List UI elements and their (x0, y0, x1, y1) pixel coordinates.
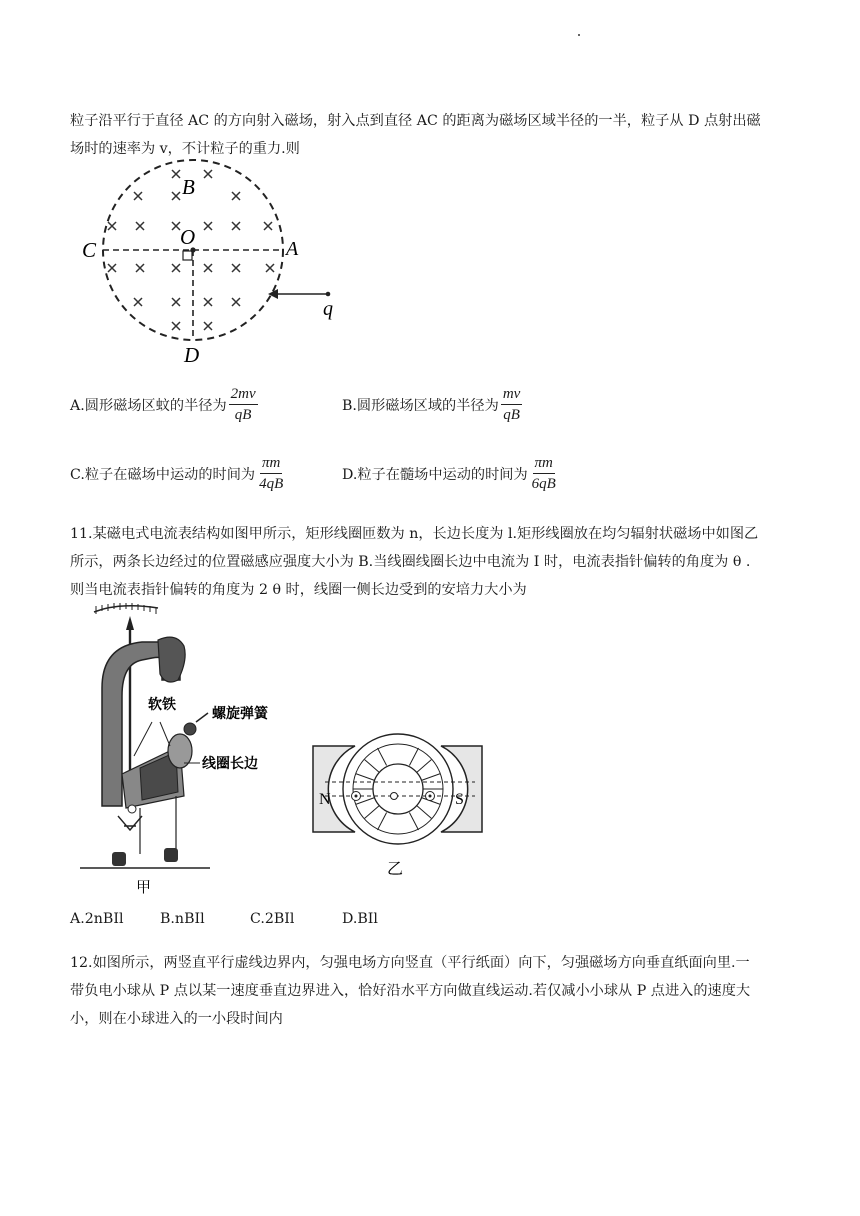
fraction-denominator: 4qB (259, 476, 284, 492)
q11-line-2: 所示，两条长边经过的位置磁感应强度大小为 B.当线圈线圈长边中电流为 I 时，电流表指针偏转的角度为 θ . (70, 554, 751, 571)
q10-option-d[interactable] (342, 453, 558, 494)
label-s: S (455, 791, 464, 808)
label-a: A (286, 238, 299, 260)
particle-q (326, 292, 331, 297)
current-out-dot (429, 795, 432, 798)
fraction-denominator: qB (503, 407, 520, 423)
label-c: C (82, 238, 97, 262)
axle-symbol (391, 793, 398, 800)
label-d: D (184, 343, 200, 367)
q11-option-b[interactable]: B.nBIl (160, 911, 205, 927)
terminal-right (164, 848, 178, 862)
label-coil-long-side: 线圈长边 (202, 757, 258, 772)
soft-iron-leader-1 (134, 722, 152, 756)
q11-option-c[interactable]: C.2BIl (250, 911, 295, 927)
right-angle-mark (183, 251, 192, 260)
q11-option-a[interactable]: A.2nBIl (70, 911, 124, 927)
fraction-denominator: qB (234, 407, 252, 423)
q12-line-2: 带负电小球从 P 点以某一速度垂直边界进入，恰好沿水平方向做直线运动.若仅减小小球从 P 点进入的速度大 (70, 983, 751, 1000)
galvanometer-structure-diagram (80, 596, 290, 896)
terminal-left (112, 852, 126, 866)
q10-option-b-text: B.圆形磁场区域的半径为 (342, 397, 499, 414)
q10-option-a[interactable] (70, 384, 258, 425)
q10-option-c[interactable] (70, 453, 285, 494)
q12-line-3: 小，则在小球进入的一小段时间内 (70, 1011, 283, 1028)
fraction-denominator: 6qB (531, 476, 556, 492)
q10-option-d-text: D.粒子在髓场中运动的时间为 (342, 466, 528, 483)
q10-option-b-fraction (501, 384, 523, 425)
q10-option-c-text: C.粒子在磁场中运动的时间为 (70, 466, 256, 483)
magnet-pole-top (158, 637, 185, 682)
q11-line-3: 则当电流表指针偏转的角度为 2 θ 时，线圈一侧长边受到的安培力大小为 (70, 582, 527, 599)
current-in-dot (355, 795, 358, 798)
scan-dot (578, 34, 580, 36)
label-spiral-spring: 螺旋弹簧 (212, 707, 268, 722)
soft-iron-leader-2 (160, 722, 170, 746)
q10-option-c-fraction (257, 453, 285, 494)
fraction-numerator: 2mv (229, 384, 258, 405)
spiral-spring (184, 723, 196, 735)
q10-option-a-fraction (229, 384, 258, 425)
intro-line-2: 场时的速率为 v，不计粒子的重力.则 (70, 141, 300, 158)
q12-line-1: 12.如图所示，两竖直平行虚线边界内，匀强电场方向竖直（平行纸面）向下，匀强磁场方向垂直纸面向里.一 (70, 955, 750, 972)
label-n: N (319, 791, 331, 808)
fraction-numerator: mv (501, 384, 523, 405)
q10-option-a-text: A.圆形磁场区蚊的半径为 (70, 397, 227, 414)
q10-option-d-fraction (530, 453, 558, 494)
q11-option-d[interactable]: D.BIl (342, 911, 378, 927)
pivot-support (118, 816, 142, 830)
fraction-numerator: πm (533, 453, 555, 474)
q10-option-b[interactable] (342, 384, 522, 425)
label-soft-iron: 软铁 (148, 698, 176, 713)
spring-leader-line (196, 713, 208, 722)
q11-line-1: 11.某磁电式电流表结构如图甲所示，矩形线圈匝数为 n，长边长度为 l.矩形线圈放在均匀辐射状磁场中如图乙 (70, 526, 759, 543)
caption-jia: 甲 (136, 880, 152, 896)
label-q: q (323, 298, 333, 320)
fraction-numerator: πm (260, 453, 282, 474)
caption-yi: 乙 (387, 861, 404, 878)
label-b: B (182, 175, 195, 199)
radial-field-diagram (305, 724, 500, 884)
intro-line-1: 粒子沿平行于直径 AC 的方向射入磁场，射入点到直径 AC 的距离为磁场区域半径的一半，粒子从 D 点射出磁 (70, 113, 761, 130)
label-o: O (180, 225, 196, 249)
iron-core (373, 764, 423, 814)
pivot (128, 805, 136, 813)
magnetic-field-diagram (78, 156, 348, 368)
